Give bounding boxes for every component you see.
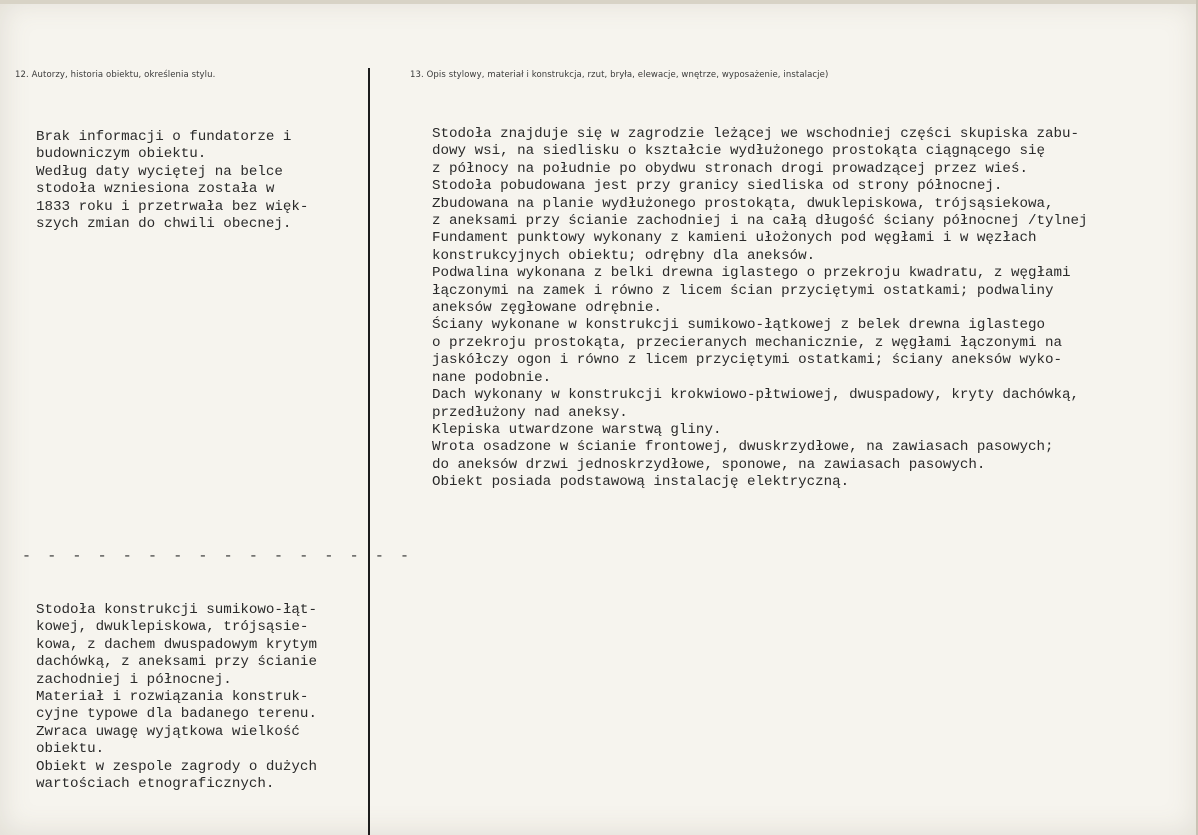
paper-edge-top — [0, 0, 1198, 4]
description-text: Stodoła znajduje się w zagrodzie leżącej we wschodniej części skupiska zabu- dowy wsi, na siedlisku o kształcie wydłużonego prostokąta ciągnącego się z północy na południe po obydwu stronach drogi prowadzącej przez wieś. Stodoła pobudowana jest przy granicy siedliska od strony północnej. Zbudowana na planie wydłużonego prostokąta, dwuklepiskowa, trójsąsiekowa, z aneksami przy ścianie zachodniej i na całą długość ściany północnej /tylnej Fundament punktowy wykonany z kamieni ułożonych pod węgłami i w węzłach konstrukcyjnych obiektu; odrębny dla aneksów. Podwalina wykonana z belki drewna iglastego o przekroju kwadratu, z węgłami łączonymi na zamek i równo z licem ścian przyciętymi ostatkami; podwaliny aneksów zęgłowane odrębnie. Ściany wykonane w konstrukcji sumikowo-łątkowej z belek drewna iglastego o przekroju prostokąta, przecieranych mechanicznie, z węgłami łączonymi na jaskółczy ogon i równo z licem przyciętymi ostatkami; ściany aneksów wyko- nane podobnie. Dach wykonany w konstrukcji krokwiowo-płtwiowej, dwuspadowy, kryty dachówką, przedłużony nad aneksy. Klepiska utwardzone warstwą gliny. Wrota osadzone w ścianie frontowej, dwuskrzydłowe, na zawiasach pasowych; do aneksów drzwi jednoskrzydłowe, sponowe, na zawiasach pasowych. Obiekt posiada podstawową instalację elektryczną. — [432, 126, 1088, 491]
section-13-header: 13. Opis stylowy, materiał i konstrukcja, rzut, bryła, elewacje, wnętrze, wyposażenie, instalacje) — [410, 70, 829, 80]
column-divider — [368, 68, 370, 835]
section-12-header: 12. Autorzy, historia obiektu, określenia stylu. — [15, 70, 216, 80]
dashed-separator: - - - - - - - - - - - - - - - - — [22, 548, 413, 565]
history-text: Brak informacji o fundatorze i budowniczym obiektu. Według daty wyciętej na belce stodoła wzniesiona została w 1833 roku i przetrwała bez więk- szych zmian do chwili obecnej. — [36, 129, 309, 233]
style-summary-text: Stodoła konstrukcji sumikowo-łąt- kowej, dwuklepiskowa, trójsąsie- kowa, z dachem dwuspadowym krytym dachówką, z aneksami przy ścianie zachodniej i północnej. Materiał i rozwiązania konstruk- cyjne typowe dla badanego terenu. Zwraca uwagę wyjątkowa wielkość obiektu. Obiekt w zespole zagrody o dużych wartościach etnograficznych. — [36, 602, 317, 793]
